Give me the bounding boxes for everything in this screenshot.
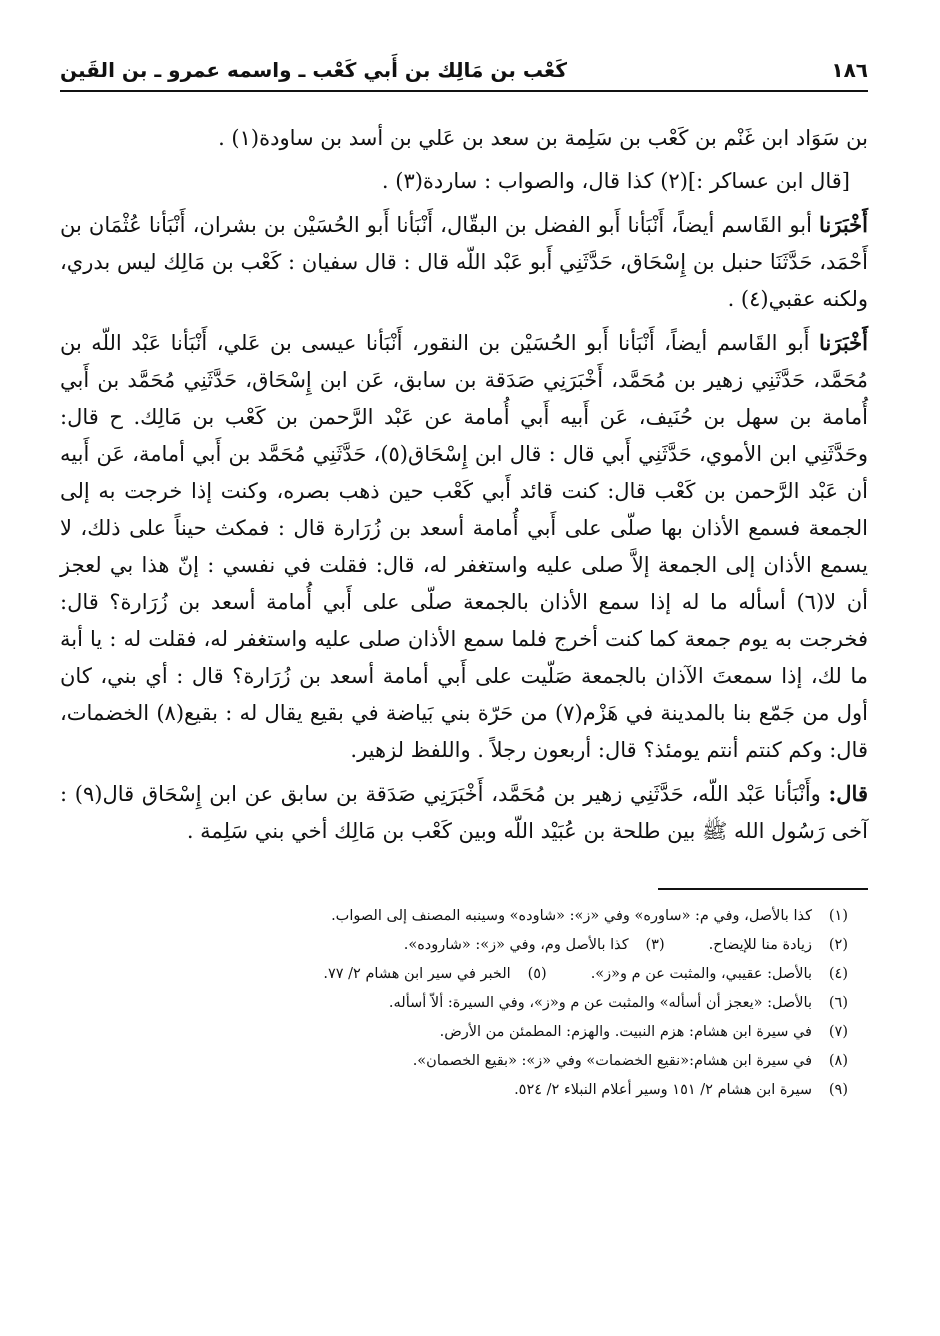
paragraph-text: وأَنْبَأنا عَبْد اللّه، حَدَّثَنِي زهير بن مُحَمَّد، أَخْبَرَنِي صَدَقة بن سابق عن ابن إِسْحَاق قال(٩) : آخى رَسُول الله ﷺ بين طلحة بن عُبَيْد اللّه وبين كَعْب بن مَالِك أخي بني سَلِمة . xyxy=(60,782,868,843)
footnote-text: الخبر في سير ابن هشام ٢/ ٧٧. xyxy=(323,965,511,982)
footnote xyxy=(514,1076,848,1105)
header-rule xyxy=(60,90,868,92)
paragraph-lead: قال: xyxy=(828,781,868,806)
footnote-text: في سيرة ابن هشام:«نقيع الخضمات» وفي «ز»: «بقيع الخصمان». xyxy=(412,1052,812,1069)
footnote xyxy=(709,931,848,960)
footnote-text: بالأصل: عقيبي، والمثبت عن م و«ز». xyxy=(590,965,812,982)
page-number: ١٨٦ xyxy=(831,58,868,82)
footnote-number: (٢) xyxy=(828,936,848,953)
footnote-text: كذا بالأصل وم، وفي «ز»: «شاروده». xyxy=(403,936,629,953)
footnote xyxy=(591,960,848,989)
footnote-number: (٩) xyxy=(828,1081,848,1098)
footnote-row xyxy=(60,931,848,960)
book-page xyxy=(60,58,868,1105)
footnotes xyxy=(60,902,868,1105)
paragraph xyxy=(60,206,868,318)
footnote-text: سيرة ابن هشام ٢/ ١٥١ وسير أعلام النبلاء ٢/ ٥٢٤. xyxy=(514,1081,812,1098)
footnote-row xyxy=(60,1018,848,1047)
footnote-number: (٤) xyxy=(828,965,848,982)
paragraph xyxy=(60,775,868,850)
paragraph-lead: أَخْبَرَنا xyxy=(819,330,868,355)
footnote-row xyxy=(60,902,848,931)
footnote-text: كذا بالأصل، وفي م: «ساوره» وفي «ز»: «شاوده» وسينبه المصنف إلى الصواب. xyxy=(331,907,812,924)
footnote-number: (٣) xyxy=(645,936,665,953)
footnote-number: (١) xyxy=(828,907,848,924)
footnote xyxy=(440,1018,848,1047)
paragraph xyxy=(60,120,868,157)
paragraph xyxy=(60,324,868,769)
paragraph-text: بن سَوَاد ابن غَنْم بن كَعْب بن سَلِمة بن سعد بن عَلي بن أسد بن ساودة(١) . xyxy=(218,126,868,150)
paragraph-text: أَبو القَاسم أيضاً، أَنْبَأنا أَبو الحُسَيْن بن النقور، أَنْبَأنا عيسى بن عَلي، أَنْبَأنا عَبْد اللّه بن مُحَمَّد، حَدَّثَنِي زهير بن مُحَمَّد، أَخْبَرَنِي صَدَقة بن سابق، عَن ابن إِسْحَاق، حَدَّثَنِي مُحَمَّد بن أَبي أُمامة بن سهل بن حُنَيف، عَن أَبيه أَبي أُمامة عن عَبْد الرَّحمن بن كَعْب بن مَالِك. ح قال: وحَدَّثَنِي ابن الأموي، حَدَّثَنِي أَبي قال : قال ابن إِسْحَاق(٥)، حَدَّثَنِي مُحَمَّد بن أَبي أمامة، عَن أَبيه أن عَبْد الرَّحمن بن كَعْب قال: كنت قائد أَبي كَعْب حين ذهب بصره، وكنت إذا خرجت به إلى الجمعة فسمع الأذان بها صلّى على أَبي أُمامة أسعد بن زُرَارة قال : فمكث حيناً على ذلك، لا يسمع الأذان إلى الجمعة إلاَّ صلى عليه واستغفر له، قال: فقلت في نفسي : إنّ هذا بي لعجز أن لا(٦) أسأله ما له إذا سمع الأذان بالجمعة صلّى على أَبي أُمامة أسعد بن زُرَارة؟ قال: فخرجت به يوم جمعة كما كنت أخرج فلما سمع الأذان صلى عليه واستغفر له، فقلت له : يا أبة ما لك، إذا سمعتَ الآذان بالجمعة صَلّيت على أَبي أمامة أسعد بن زُرَارة؟ قال : أي بني، كان أول من جَمّع بنا بالمدينة في هَزْم(٧) من حَرّة بني بَياضة في بقيع يقال له : بقيع(٨) الخضمات، قال: وكم كنتم أنتم يومئذ؟ قال: أربعون رجلاً . واللفظ لزهير. xyxy=(60,331,868,762)
running-title: كَعْب بن مَالِك بن أَبي كَعْب ـ واسمه عمرو ـ بن القَين xyxy=(60,58,567,82)
footnote-text: في سيرة ابن هشام: هزم النبيت. والهزم: المطمئن من الأرض. xyxy=(439,1023,812,1040)
footnote-row xyxy=(60,989,848,1018)
page-header xyxy=(60,58,868,90)
footnote-number: (٥) xyxy=(527,965,547,982)
footnote-row xyxy=(60,960,848,989)
footnote xyxy=(331,902,848,931)
footnote-row xyxy=(60,1076,848,1105)
footnote xyxy=(404,931,665,960)
footnote xyxy=(323,960,546,989)
footnote-number: (٧) xyxy=(828,1023,848,1040)
paragraph-lead: أَخْبَرَنا xyxy=(819,212,868,237)
footnote xyxy=(413,1047,848,1076)
footnote-number: (٨) xyxy=(828,1052,848,1069)
footnote-number: (٦) xyxy=(828,994,848,1011)
footnote xyxy=(389,989,848,1018)
main-text xyxy=(60,120,868,850)
footnote-row xyxy=(60,1047,848,1076)
footnote-text: زيادة منا للإيضاح. xyxy=(708,936,812,953)
paragraph-text: [قال ابن عساكر :](٢) كذا قال، والصواب : ساردة(٣) . xyxy=(381,169,850,193)
footnote-rule xyxy=(658,888,868,890)
paragraph-text: أبو القَاسم أيضاً، أَنْبَأنا أَبو الفضل بن البقّال، أَنْبَأنا أَبو الحُسَيْن بن بشران، أَنْبَأنا عُثْمَان بن أَحْمَد، حَدَّثَنَا حنبل بن إِسْحَاق، حَدَّثَنِي أَبو عَبْد اللّه قال : قال سفيان : كَعْب بن مَالِك ليس بدري، ولكنه عقبي(٤) . xyxy=(60,213,868,311)
footnote-text: بالأصل: «يعجز أن أسأله» والمثبت عن م و«ز»، وفي السيرة: ألاّ أسأله. xyxy=(388,994,812,1011)
paragraph xyxy=(60,163,868,200)
